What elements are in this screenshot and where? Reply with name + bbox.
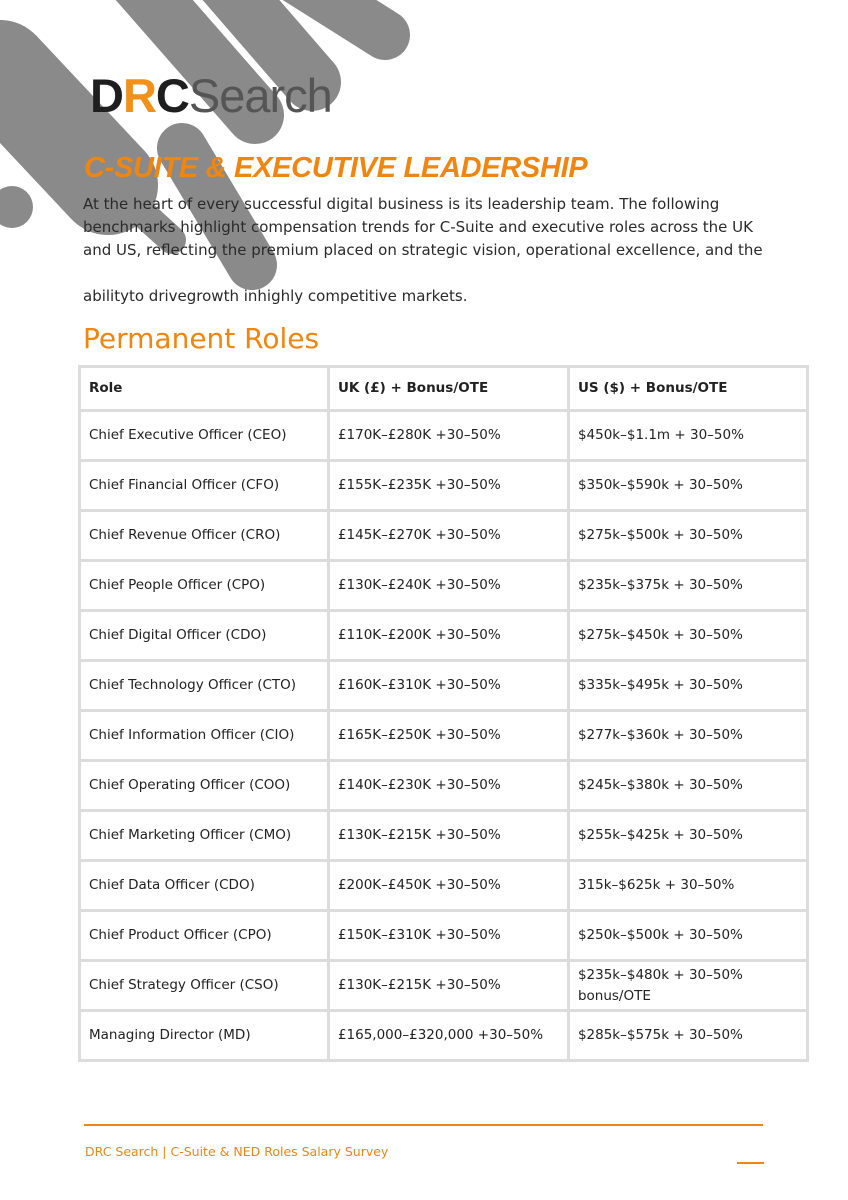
table-row	[80, 461, 808, 511]
intro-line: abilityto drivegrowth inhighly competitive markets.	[83, 287, 468, 305]
uk-salary-cell: £140K–£230K +30–50%	[328, 761, 568, 811]
role-cell: Chief Product Officer (CPO)	[80, 911, 329, 961]
us-salary-cell: $277k–$360k + 30–50%	[568, 711, 807, 761]
role-cell: Chief Technology Officer (CTO)	[80, 661, 329, 711]
role-cell: Managing Director (MD)	[80, 1011, 329, 1061]
table-row	[80, 911, 808, 961]
us-salary-cell: $235k–$375k + 30–50%	[568, 561, 807, 611]
us-salary-cell: $255k–$425k + 30–50%	[568, 811, 807, 861]
us-salary-cell: $275k–$500k + 30–50%	[568, 511, 807, 561]
role-cell: Chief Digital Officer (CDO)	[80, 611, 329, 661]
table-row	[80, 761, 808, 811]
uk-salary-cell: £145K–£270K +30–50%	[328, 511, 568, 561]
table-row	[80, 811, 808, 861]
salary-table	[78, 365, 809, 1062]
footer-divider	[84, 1124, 763, 1126]
role-cell: Chief Operating Officer (COO)	[80, 761, 329, 811]
column-header-role: Role	[80, 367, 329, 411]
logo-brand: DRC	[90, 69, 189, 122]
intro-line: and US, reflecting the premium placed on strategic vision, operational excellence, and the	[83, 241, 763, 259]
us-salary-line: $235k–$480k + 30–50%	[577, 966, 743, 983]
uk-salary-cell: £130K–£215K +30–50%	[328, 811, 568, 861]
footer-accent-mark	[737, 1162, 764, 1164]
intro-line: benchmarks highlight compensation trends for C-Suite and executive roles across the UK	[83, 218, 753, 236]
us-salary-cell: $450k–$1.1m + 30–50%	[568, 411, 807, 461]
drc-search-logo	[90, 70, 332, 122]
table-row	[80, 611, 808, 661]
section-title: Permanent Roles	[83, 322, 320, 355]
uk-salary-cell: £110K–£200K +30–50%	[328, 611, 568, 661]
page-headline: C-SUITE & EXECUTIVE LEADERSHIP	[84, 152, 588, 184]
us-salary-cell: $285k–$575k + 30–50%	[568, 1011, 807, 1061]
table-header-row	[80, 367, 808, 411]
table-row	[80, 661, 808, 711]
us-salary-cell: $335k–$495k + 30–50%	[568, 661, 807, 711]
table-row	[80, 511, 808, 561]
us-salary-line: bonus/OTE	[577, 987, 651, 1004]
table-row	[80, 861, 808, 911]
intro-paragraph	[83, 193, 773, 308]
table-row	[80, 411, 808, 461]
uk-salary-cell: £155K–£235K +30–50%	[328, 461, 568, 511]
table-row	[80, 1011, 808, 1061]
uk-salary-cell: £165K–£250K +30–50%	[328, 711, 568, 761]
role-cell: Chief Financial Officer (CFO)	[80, 461, 329, 511]
role-cell: Chief Data Officer (CDO)	[80, 861, 329, 911]
table-row	[80, 961, 808, 1011]
footer-text: DRC Search | C-Suite & NED Roles Salary Survey	[85, 1144, 389, 1159]
logo-accent-letter: R	[122, 69, 156, 122]
uk-salary-cell: £200K–£450K +30–50%	[328, 861, 568, 911]
uk-salary-cell: £130K–£215K +30–50%	[328, 961, 568, 1011]
logo-search-word: Search	[188, 69, 332, 122]
role-cell: Chief Revenue Officer (CRO)	[80, 511, 329, 561]
role-cell: Chief People Officer (CPO)	[80, 561, 329, 611]
column-header-uk: UK (£) + Bonus/OTE	[328, 367, 568, 411]
role-cell: Chief Information Officer (CIO)	[80, 711, 329, 761]
role-cell: Chief Executive Officer (CEO)	[80, 411, 329, 461]
us-salary-cell: $245k–$380k + 30–50%	[568, 761, 807, 811]
role-cell: Chief Marketing Officer (CMO)	[80, 811, 329, 861]
uk-salary-cell: £160K–£310K +30–50%	[328, 661, 568, 711]
uk-salary-cell: £170K–£280K +30–50%	[328, 411, 568, 461]
us-salary-cell: $275k–$450k + 30–50%	[568, 611, 807, 661]
intro-line: At the heart of every successful digital business is its leadership team. The following	[83, 195, 720, 213]
us-salary-cell: $250k–$500k + 30–50%	[568, 911, 807, 961]
us-salary-cell: $350k–$590k + 30–50%	[568, 461, 807, 511]
uk-salary-cell: £165,000–£320,000 +30–50%	[328, 1011, 568, 1061]
us-salary-cell: 315k–$625k + 30–50%	[568, 861, 807, 911]
role-cell: Chief Strategy Officer (CSO)	[80, 961, 329, 1011]
column-header-us: US ($) + Bonus/OTE	[568, 367, 807, 411]
table-row	[80, 561, 808, 611]
us-salary-cell	[568, 961, 807, 1011]
uk-salary-cell: £150K–£310K +30–50%	[328, 911, 568, 961]
table-row	[80, 711, 808, 761]
uk-salary-cell: £130K–£240K +30–50%	[328, 561, 568, 611]
